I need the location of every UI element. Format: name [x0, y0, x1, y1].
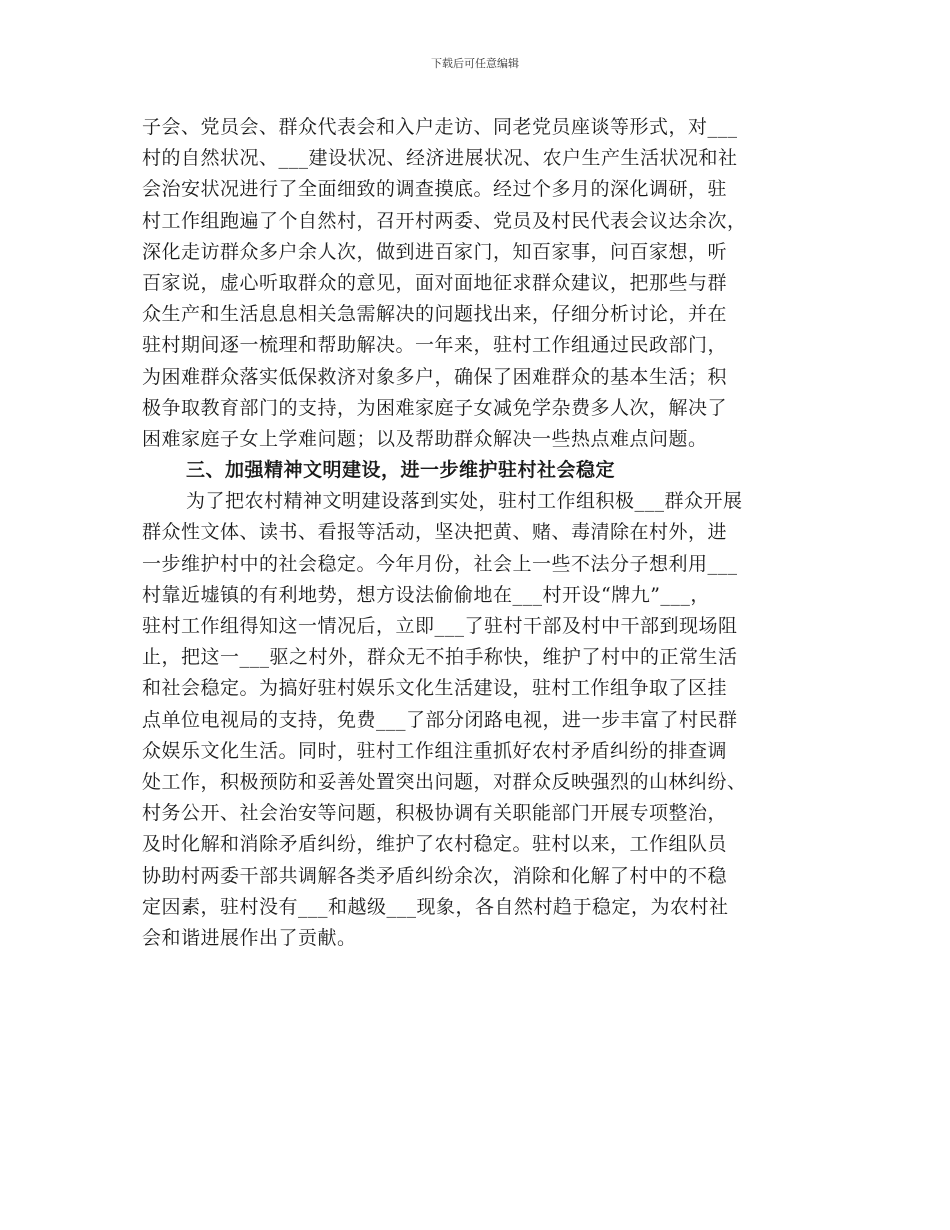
text-line: 村靠近墟镇的有利地势，想方设法偷偷地在___村开设“牌九”___， — [142, 583, 710, 606]
text-line: 村的自然状况、___建设状况、经济进展状况、农户生产生活状况和社 — [142, 147, 738, 170]
text-line: 村工作组跑遍了个自然村，召开村两委、党员及村民代表会议达余次， — [142, 209, 747, 232]
text-line: 会治安状况进行了全面细致的调查摸底。经过个多月的深化调研，驻 — [142, 178, 728, 201]
text-line: 会和谐进展作出了贡献。 — [142, 926, 357, 949]
text-line: 群众性文体、读书、看报等活动，坚决把黄、赌、毒清除在村外，进 — [142, 521, 728, 544]
page-header: 下载后可任意编辑 — [431, 57, 519, 70]
text-line: 子会、党员会、群众代表会和入户走访、同老党员座谈等形式，对___ — [142, 116, 738, 138]
text-line: 众娱乐文化生活。同时，驻村工作组注重抓好农村矛盾纠纷的排查调 — [142, 739, 728, 762]
paragraph-2 — [142, 486, 814, 954]
text-line: 村务公开、社会治安等问题，积极协调有关职能部门开展专项整治， — [142, 802, 728, 825]
text-line: 一步维护村中的社会稳定。今年月份，社会上一些不法分子想利用___ — [142, 552, 738, 575]
text-line: 极争取教育部门的支持，为困难家庭子女减免学杂费多人次，解决了 — [142, 396, 728, 419]
text-line: 及时化解和消除矛盾纠纷，维护了农村稳定。驻村以来，工作组队员 — [142, 833, 728, 856]
text-line: 困难家庭子女上学难问题；以及帮助群众解决一些热点难点问题。 — [142, 427, 708, 450]
text-line: 点单位电视局的支持，免费___了部分闭路电视，进一步丰富了村民群 — [142, 708, 738, 731]
text-line: 定因素，驻村没有___和越级___现象，各自然村趋于稳定，为农村社 — [142, 895, 729, 918]
text-line: 为了把农村精神文明建设落到实处，驻村工作组积极___群众开展 — [186, 490, 743, 513]
text-line: 众生产和生活息息相关急需解决的问题找出来，仔细分析讨论，并在 — [142, 303, 728, 326]
section-heading: 三、加强精神文明建设，进一步维护驻村社会稳定 — [186, 459, 616, 482]
text-line: 百家说，虚心听取群众的意见，面对面地征求群众建议，把那些与群 — [142, 271, 728, 294]
text-line: 为困难群众落实低保救济对象多户，确保了困难群众的基本生活；积 — [142, 365, 728, 388]
text-line: 驻村期间逐一梳理和帮助解决。一年来，驻村工作组通过民政部门， — [142, 334, 728, 357]
text-line: 深化走访群众多户余人次，做到进百家门，知百家事，问百家想，听 — [142, 240, 728, 263]
text-line: 协助村两委干部共调解各类矛盾纠纷余次，消除和化解了村中的不稳 — [142, 864, 728, 887]
document-body — [142, 112, 814, 954]
paragraph-1 — [142, 112, 814, 455]
text-line: 驻村工作组得知这一情况后，立即___了驻村干部及村中干部到现场阻 — [142, 615, 738, 637]
text-line: 处工作，积极预防和妥善处置突出问题，对群众反映强烈的山林纠纷、 — [142, 770, 747, 793]
text-line: 和社会稳定。为搞好驻村娱乐文化生活建设，驻村工作组争取了区挂 — [142, 677, 728, 700]
text-line: 止，把这一___驱之村外，群众无不拍手称快，维护了村中的正常生活 — [142, 646, 738, 669]
